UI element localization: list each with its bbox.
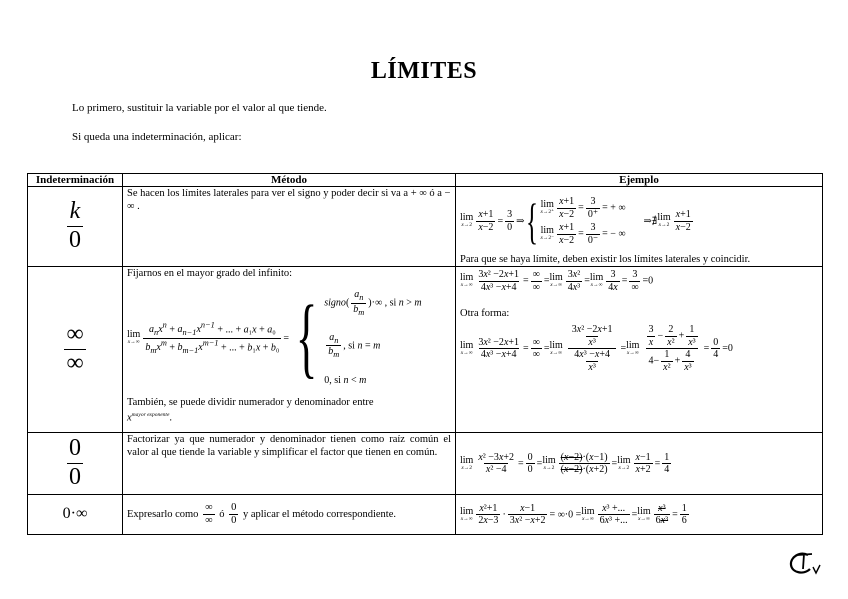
method-text: Factorizar ya que numerador y denominador tienen como raíz común el valor al que tiende la variable y simplificar el factor que tienen en común. xyxy=(127,434,451,458)
ind-symbol: 0·∞ xyxy=(62,505,88,522)
ind-numerator: ∞ xyxy=(66,321,84,348)
header-ejemplo: Ejemplo xyxy=(456,174,823,187)
method-formula: lim x→∞ $\frac{a_nx^n + a_{n-1}x^{n-1} + ... + a_1x + a_0}{b_mx^m + b_{m-1}x^{m-1} + ... + b_1x + b_0}$ = { signo( $\frac{a_n}{b_m}$ )·∞ , si n > m $\frac{a_n}{b_m}$ , si n = m 0, si n < m xyxy=(127,288,422,387)
method-pre: Expresarlo como xyxy=(127,508,199,520)
intro-line-1: Lo primero, sustituir la variable por el valor al que tiende. xyxy=(72,102,327,114)
method-text: Fijarnos en el mayor grado del infinito: xyxy=(127,268,293,279)
example-cell xyxy=(456,433,823,495)
signature-logo-icon xyxy=(786,549,822,577)
ind-denominator: ∞ xyxy=(66,350,84,376)
method-cell xyxy=(123,187,456,267)
method-note-exponent: mayor exponente xyxy=(131,412,170,418)
method-cell: Expresarlo como $\frac{\infty}{\infty}$ ó $\frac{0}{0}$ y aplicar el método correspondiente. xyxy=(123,495,456,535)
indeterminacy-cell xyxy=(28,187,123,267)
example-formula: lim x→∞ $\frac{\text{x²+1}}{2x-3}$ · $\frac{x-1}{\text{3x² −x+2}}$ = ∞·0 =lim x→∞ $\frac{\text{x³ +...}}{\text{6x³ +...}}$ =lim x→∞ $\frac{\text{x³}}{\text{6x³}}$ = $\frac{1}{6}$ xyxy=(460,502,687,526)
table-row xyxy=(28,267,823,433)
ind-denominator: 0 xyxy=(69,227,81,253)
example-cell xyxy=(456,495,823,535)
indeterminacy-cell xyxy=(28,495,123,535)
indeterminacy-cell xyxy=(28,267,123,433)
ind-numerator: k xyxy=(69,198,81,225)
method-or: ó xyxy=(219,508,225,520)
intro-line-2: Si queda una indeterminación, aplicar: xyxy=(72,131,242,143)
example-formula: lim x→2 $\frac{\text{x² −3x+2}}{\text{x² −4}}$ = $\frac{0}{0}$ =lim x→2 $\frac{(x-2)\cdot(x-1)}{(x-2)\cdot(x+2)}$ =lim x→2 $\frac{x-1}{x+2}$ = $\frac{1}{4}$ xyxy=(460,451,670,475)
method-cell xyxy=(123,433,456,495)
page-title: LÍMITES xyxy=(370,58,478,84)
table-header-row xyxy=(28,174,823,187)
header-metodo: Método xyxy=(123,174,456,187)
example-formula: lim x→2 $\frac{x+1}{x-2}$ = $\frac{3}{0}$ ⇒ { lim x→2⁺ $\frac{x+1}{x-2}$ = $\frac{3}{0^+}$ = + ∞ lim x→2⁻ $\frac{x+1}{x-2}$ = $\frac{3}{0^-}$ = − ∞ ⇒∄ lim x→2 $\frac{x+1}{x-2}$ xyxy=(460,193,691,249)
example-cell xyxy=(456,187,823,267)
example-cell xyxy=(456,267,823,433)
ind-denominator: 0 xyxy=(69,464,81,490)
example-formula-2: lim x→∞ $\frac{\text{3x² −2x+1}}{\text{4x³ −x+4}}$ = $\frac{\infty}{\infty}$ =lim x→∞ $\frac{\frac{\text{3x² −2x+1}}{\text{x³}}}{\frac{\text{4x³ −x+4}}{\text{x³}}}$ =lim x→∞ $\frac{3}{x}$ − $\frac{2}{\text{x²}}$ + $\frac{1}{\text{x³}}$ 4− $\frac{1}{\text{x²}}$ + $\frac{4}{\text{x³}}$ = $\frac{0}{4}$ =0 xyxy=(460,324,733,373)
table-row xyxy=(28,433,823,495)
limits-table xyxy=(27,173,823,535)
ind-numerator: 0 xyxy=(69,435,81,462)
method-note: También, se puede dividir numerador y denominador entre xyxy=(127,397,374,408)
method-post: y aplicar el método correspondiente. xyxy=(242,508,397,520)
table-row xyxy=(28,187,823,267)
indeterminacy-cell xyxy=(28,433,123,495)
table-row xyxy=(28,495,823,535)
method-text: Se hacen los límites laterales para ver el signo y poder decir si va a + ∞ ó a − ∞ . xyxy=(127,188,451,212)
example-formula-1: lim x→∞ $\frac{\text{3x² −2x+1}}{\text{4x³ −x+4}}$ = $\frac{\infty}{\infty}$ =lim x→∞ $\frac{\text{3x²}}{\text{4x³}}$ =lim x→∞ $\frac{3}{4x}$ = $\frac{3}{\infty}$ =0 xyxy=(460,269,654,293)
header-indeterminacion: Indeterminación xyxy=(28,174,123,187)
method-cell: Fijarnos en el mayor grado del infinito: lim x→∞ $\frac{a_nx^n + a_{n-1}x^{n-1} + ... + a_1x + a_0}{b_mx^m + b_{m-1}x^{m-1} + ... + b_1x + b_0}$ = { signo( $\frac{a_n}{b_m}$ )·∞ , si n > m $\frac{a_n}{b_m}$ , si n = m 0, si n < m También, se puede dividir numerador y denominador entre $x^{mayor exponente}$. xyxy=(123,267,456,433)
example-other: Otra forma: xyxy=(460,308,510,319)
example-note: Para que se haya límite, deben existir los límites laterales y coincidir. xyxy=(460,254,751,265)
